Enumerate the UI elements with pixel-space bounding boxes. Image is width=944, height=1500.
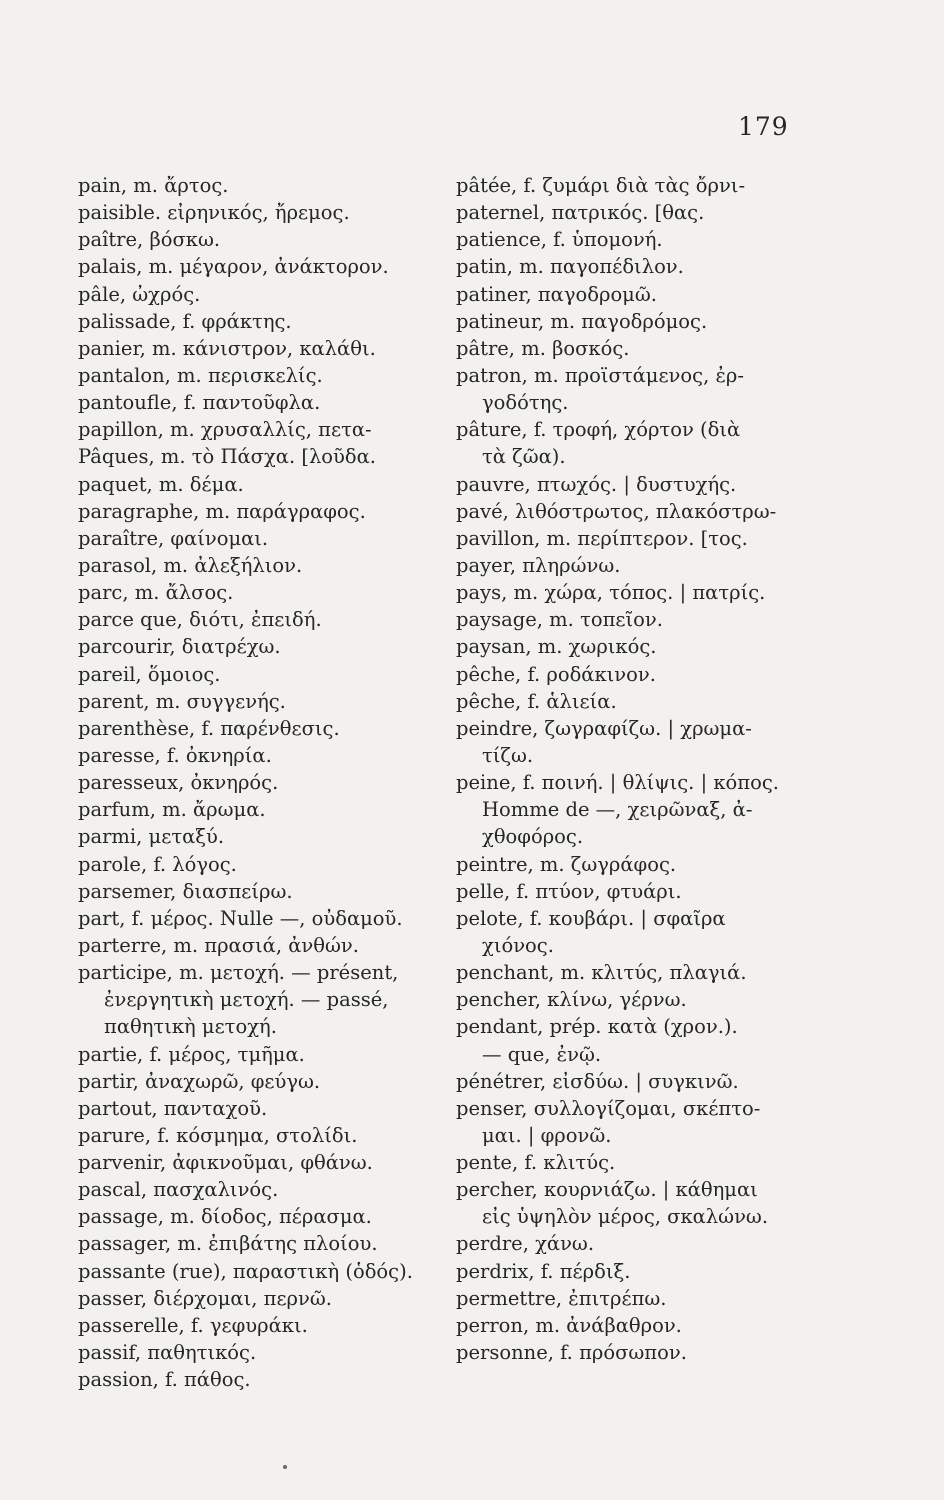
page-number: 179 (738, 112, 789, 141)
dictionary-entry: payer, πληρώνω. (456, 553, 621, 577)
dictionary-entry: pauvre, πτωχός. | δυστυχής. (456, 472, 737, 496)
dictionary-entry: passion, f. πάθος. (78, 1368, 251, 1392)
dictionary-entry: parterre, m. πρασιά, ἀνθών. (78, 933, 359, 957)
dictionary-entry: pénétrer, εἰσδύω. | συγκινῶ. (456, 1069, 739, 1093)
dictionary-entry: pascal, πασχαλινός. (78, 1178, 279, 1202)
right-column (456, 172, 836, 1366)
dictionary-entry: patineur, m. παγοδρόμος. (456, 309, 708, 333)
dictionary-entry: pavillon, m. περίπτερον. [τος. (456, 526, 748, 550)
dictionary-entry-continuation: εἰς ὑψηλὸν μέρος, σκαλώνω. (482, 1205, 769, 1229)
dictionary-entry: perdrix, f. πέρδιξ. (456, 1259, 631, 1283)
dictionary-entry: parole, f. λόγος. (78, 852, 237, 876)
dictionary-entry: pâture, f. τροφή, χόρτον (διὰ (456, 418, 741, 442)
dictionary-entry-continuation: — que, ἐνῷ. (482, 1042, 602, 1066)
left-column (78, 172, 450, 1393)
dictionary-entry: paquet, m. δέμα. (78, 472, 244, 496)
dictionary-entry: passager, m. ἐπιβάτης πλοίου. (78, 1232, 378, 1256)
dictionary-entry: pêche, f. ροδάκινον. (456, 662, 656, 686)
dictionary-entry: perdre, χάνω. (456, 1232, 595, 1256)
dictionary-entry: palissade, f. φράκτης. (78, 309, 292, 333)
dictionary-entry: paraître, φαίνομαι. (78, 526, 269, 550)
dictionary-entry: penser, συλλογίζομαι, σκέπτο- (456, 1096, 761, 1120)
dictionary-entry: pêche, f. ἁλιεία. (456, 689, 617, 713)
dictionary-entry: patiner, παγοδρομῶ. (456, 282, 657, 306)
dictionary-entry: permettre, ἐπιτρέπω. (456, 1286, 667, 1310)
dictionary-entry: paisible. εἰρηνικός, ἤρεμος. (78, 201, 350, 225)
dictionary-entry: peine, f. ποινή. | θλίψις. | κόπος. (456, 771, 779, 795)
dictionary-entry: pente, f. κλιτύς. (456, 1151, 616, 1175)
dictionary-entry: part, f. μέρος. Nulle —, οὐδαμοῦ. (78, 906, 403, 930)
dictionary-entry: pendant, prép. κατὰ (χρον.). (456, 1015, 738, 1039)
dictionary-entry: pareil, ὅμοιος. (78, 662, 221, 686)
dictionary-entry: pays, m. χώρα, τόπος. | πατρίς. (456, 581, 766, 605)
dictionary-entry: perron, m. ἀνάβαθρον. (456, 1313, 682, 1337)
dictionary-entry: pencher, κλίνω, γέρνω. (456, 988, 687, 1012)
dictionary-entry: peintre, m. ζωγράφος. (456, 852, 677, 876)
dictionary-entry: personne, f. πρόσωπον. (456, 1341, 687, 1365)
dictionary-entry: paragraphe, m. παράγραφος. (78, 499, 366, 523)
dictionary-entry: pain, m. ἄρτος. (78, 174, 229, 197)
dictionary-entry: parvenir, ἀφικνοῦμαι, φθάνω. (78, 1151, 373, 1175)
dictionary-entry: pelote, f. κουβάρι. | σφαῖρα (456, 906, 726, 930)
dictionary-entry: panier, m. κάνιστρον, καλάθι. (78, 336, 376, 360)
dictionary-entry: palais, m. μέγαρον, ἀνάκτορον. (78, 255, 389, 279)
dictionary-entry: parfum, m. ἄρωμα. (78, 798, 266, 822)
dictionary-entry-continuation: Homme de —, χειρῶναξ, ἀ- (482, 798, 753, 822)
dictionary-entry-continuation: τὰ ζῶα). (482, 445, 566, 469)
dictionary-entry: Pâques, m. τὸ Πάσχα. [λοῦδα. (78, 445, 377, 469)
dictionary-entry: paresse, f. ὀκνηρία. (78, 743, 272, 767)
dictionary-entry: parenthèse, f. παρένθεσις. (78, 716, 340, 740)
dictionary-entry: passage, m. δίοδος, πέρασμα. (78, 1205, 372, 1229)
dictionary-entry: passif, παθητικός. (78, 1341, 257, 1365)
dictionary-entry: parent, m. συγγενής. (78, 689, 286, 713)
dictionary-entry: parmi, μεταξύ. (78, 825, 225, 849)
ink-dot (283, 1465, 287, 1469)
dictionary-entry-continuation: χθοφόρος. (482, 825, 584, 849)
dictionary-entry: peindre, ζωγραφίζω. | χρωμα- (456, 716, 752, 740)
dictionary-entry-continuation: παθητικὴ μετοχή. (104, 1015, 277, 1039)
dictionary-entry: partout, πανταχοῦ. (78, 1096, 268, 1120)
dictionary-entry-continuation: μαι. | φρονῶ. (482, 1123, 612, 1147)
dictionary-entry: parsemer, διασπείρω. (78, 879, 293, 903)
dictionary-entry: pelle, f. πτύον, φτυάρι. (456, 879, 682, 903)
dictionary-entry: passerelle, f. γεφυράκι. (78, 1313, 308, 1337)
dictionary-entry: pâtre, m. βοσκός. (456, 336, 630, 360)
dictionary-entry: paresseux, ὀκνηρός. (78, 771, 279, 795)
dictionary-entry: parcourir, διατρέχω. (78, 635, 281, 659)
dictionary-entry: pâle, ὠχρός. (78, 282, 201, 306)
dictionary-entry: parure, f. κόσμημα, στολίδι. (78, 1123, 358, 1147)
dictionary-entry: passante (rue), παραστικὴ (ὁδός). (78, 1259, 413, 1283)
dictionary-entry-continuation: χιόνος. (482, 933, 554, 957)
dictionary-entry: paysage, m. τοπεῖον. (456, 608, 663, 632)
dictionary-entry: papillon, m. χρυσαλλίς, πετα- (78, 418, 372, 442)
dictionary-entry-continuation: γοδότης. (482, 391, 569, 415)
dictionary-entry: pantalon, m. περισκελίς. (78, 363, 323, 387)
dictionary-entry: patron, m. προϊστάμενος, ἐρ- (456, 363, 744, 387)
dictionary-entry: percher, κουρνιάζω. | κάθημαι (456, 1178, 758, 1202)
dictionary-entry: parce que, διότι, ἐπειδή. (78, 608, 322, 632)
dictionary-entry: penchant, m. κλιτύς, πλαγιά. (456, 961, 747, 985)
dictionary-entry: pâtée, f. ζυμάρι διὰ τὰς ὄρνι- (456, 174, 746, 197)
dictionary-entry: paysan, m. χωρικός. (456, 635, 657, 659)
dictionary-entry: participe, m. μετοχή. — présent, (78, 961, 399, 985)
dictionary-entry-continuation: τίζω. (482, 743, 534, 767)
dictionary-entry: pantoufle, f. παντοῦφλα. (78, 391, 321, 415)
dictionary-entry: paître, βόσκω. (78, 228, 221, 252)
dictionary-entry: partir, ἀναχωρῶ, φεύγω. (78, 1069, 321, 1093)
dictionary-entry: parc, m. ἄλσος. (78, 581, 234, 605)
dictionary-entry-continuation: ἐνεργητικὴ μετοχή. — passé, (104, 988, 389, 1012)
dictionary-entry: partie, f. μέρος, τμῆμα. (78, 1042, 305, 1066)
dictionary-entry: pavé, λιθόστρωτος, πλακόστρω- (456, 499, 777, 523)
dictionary-entry: passer, διέρχομαι, περνῶ. (78, 1286, 332, 1310)
dictionary-entry: paternel, πατρικός. [θας. (456, 201, 705, 225)
dictionary-entry: patience, f. ὑπομονή. (456, 228, 663, 252)
dictionary-entry: patin, m. παγοπέδιλον. (456, 255, 684, 279)
dictionary-entry: parasol, m. ἀλεξήλιον. (78, 553, 303, 577)
